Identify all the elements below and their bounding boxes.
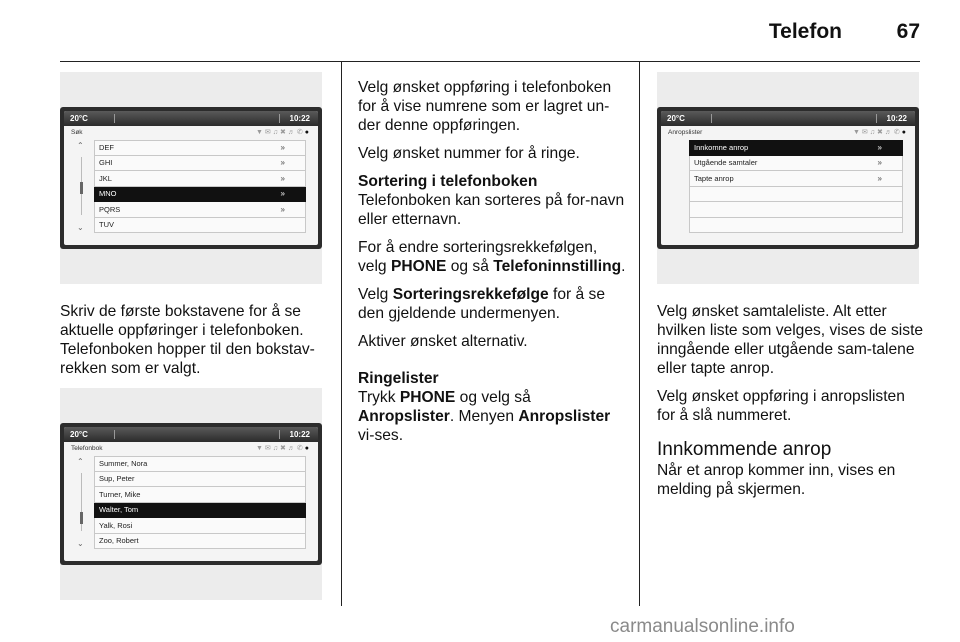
display-screen	[657, 107, 919, 249]
scrollbar[interactable]	[76, 140, 88, 233]
col2-p5: Velg Sorteringsrekkefølge for å se den gjeldende undermenyen.	[358, 286, 606, 322]
menu-list	[94, 456, 306, 549]
signal-icon: ▼	[255, 445, 265, 452]
list-item[interactable]: Zoo, Robert	[94, 534, 306, 550]
figure-telefonbok	[60, 388, 322, 600]
list-item[interactable]: Sup, Peter	[94, 472, 306, 488]
screen-subtitle: Søk ▼✉♫✖♬✆●	[71, 128, 311, 136]
bluetooth-icon: ●	[901, 129, 908, 136]
mute-icon: ✖	[280, 129, 288, 136]
col3-p1: Velg ønsket samtaleliste. Alt etter hvilken liste som velges, vises de siste inngående eller utgående sam-talene eller tapte anrop.	[657, 303, 924, 377]
column-divider-2	[639, 62, 640, 606]
list-item[interactable]: JKL »	[94, 171, 306, 187]
column-2	[358, 78, 630, 454]
list-item[interactable]	[689, 187, 903, 203]
volume-icon: ♫	[272, 445, 281, 452]
col2-p6: Aktiver ønsket alternativ.	[358, 333, 528, 350]
chevron-right-icon: »	[877, 173, 882, 183]
scroll-thumb[interactable]	[80, 512, 83, 524]
page-title: Telefon	[768, 20, 842, 43]
chevron-up-icon[interactable]: ⌃	[77, 457, 84, 466]
chevron-right-icon: »	[877, 158, 882, 168]
page-number: 67	[896, 20, 920, 43]
chevron-right-icon: »	[280, 204, 285, 214]
mute-icon: ✖	[280, 445, 288, 452]
ringelister-heading: Ringelister	[358, 370, 439, 387]
col3-p3: Når et anrop kommer inn, vises en melding på skjermen.	[657, 462, 896, 498]
temperature: 20°C	[667, 114, 685, 123]
display-screen	[60, 107, 322, 249]
list-item[interactable]	[689, 202, 903, 218]
status-bar	[64, 427, 318, 442]
column-divider-1	[341, 62, 342, 606]
menu-list	[689, 140, 903, 233]
scroll-thumb[interactable]	[80, 182, 83, 194]
sound-icon: ♬	[287, 129, 297, 136]
temperature: 20°C	[70, 430, 88, 439]
phone-icon: ✆	[296, 129, 305, 136]
list-item[interactable]: Walter, Tom	[94, 503, 306, 519]
list-item[interactable]: GHI »	[94, 156, 306, 172]
scrollbar[interactable]	[76, 456, 88, 549]
col2-p2: Velg ønsket nummer for å ringe.	[358, 145, 580, 162]
signal-icon: ▼	[255, 129, 265, 136]
page-header	[0, 0, 960, 62]
phone-icon: ✆	[296, 445, 305, 452]
col2-p4: For å endre sorteringsrekkefølgen, velg PHONE og så Telefoninnstilling.	[358, 239, 626, 275]
chevron-down-icon[interactable]: ⌄	[77, 539, 84, 548]
screen-subtitle: Telefonbok ▼✉♫✖♬✆●	[71, 444, 311, 452]
display-screen	[60, 423, 322, 565]
chevron-up-icon[interactable]: ⌃	[77, 141, 84, 150]
list-item[interactable]: Innkomne anrop »	[689, 140, 903, 156]
status-bar	[661, 111, 915, 126]
column-1	[60, 302, 328, 387]
chevron-right-icon: »	[280, 173, 285, 183]
list-item[interactable]: Turner, Mike	[94, 487, 306, 503]
sorting-heading: Sortering i telefonboken	[358, 173, 538, 190]
status-bar	[64, 111, 318, 126]
header-rule	[60, 61, 920, 62]
list-item[interactable]	[689, 218, 903, 234]
signal-icon: ▼	[852, 129, 862, 136]
column-3	[657, 302, 927, 508]
phone-icon: ✆	[893, 129, 902, 136]
screen-subtitle: Anropslister ▼✉♫✖♬✆●	[668, 128, 908, 136]
chevron-right-icon: »	[280, 158, 285, 168]
figure-sok	[60, 72, 322, 284]
status-icons	[256, 128, 311, 136]
status-icons	[256, 444, 311, 452]
clock: 10:22	[289, 430, 310, 439]
list-item[interactable]: MNO »	[94, 187, 306, 203]
list-item[interactable]: Yalk, Rosi	[94, 518, 306, 534]
status-icons	[853, 128, 908, 136]
col3-p2: Velg ønsket oppføring i anropslisten for å slå nummeret.	[657, 388, 905, 424]
bluetooth-icon: ●	[304, 445, 311, 452]
list-item[interactable]: DEF »	[94, 140, 306, 156]
message-icon: ✉	[264, 129, 273, 136]
figure-anropslister	[657, 72, 919, 284]
col2-p1: Velg ønsket oppføring i telefonboken for å vise numrene som er lagret un-der denne oppføringen.	[358, 79, 612, 134]
volume-icon: ♫	[272, 129, 281, 136]
list-item[interactable]: PQRS »	[94, 202, 306, 218]
volume-icon: ♫	[869, 129, 878, 136]
message-icon: ✉	[264, 445, 273, 452]
sound-icon: ♬	[287, 445, 297, 452]
chevron-right-icon: »	[280, 143, 285, 153]
list-item[interactable]: TUV	[94, 218, 306, 234]
bluetooth-icon: ●	[304, 129, 311, 136]
sound-icon: ♬	[884, 129, 894, 136]
col1-paragraph: Skriv de første bokstavene for å se aktuelle oppføringer i telefonboken. Telefonboken hopper til den bokstav-rekken som er valgt.	[60, 303, 315, 377]
list-item[interactable]: Tapte anrop »	[689, 171, 903, 187]
message-icon: ✉	[861, 129, 870, 136]
mute-icon: ✖	[877, 129, 885, 136]
chevron-right-icon: »	[877, 143, 882, 153]
temperature: 20°C	[70, 114, 88, 123]
watermark: carmanualsonline.info	[610, 616, 795, 637]
col2-p3: Telefonboken kan sorteres på for-navn eller etternavn.	[358, 192, 625, 228]
list-item[interactable]: Summer, Nora	[94, 456, 306, 472]
list-item[interactable]: Utgående samtaler »	[689, 156, 903, 172]
clock: 10:22	[289, 114, 310, 123]
chevron-down-icon[interactable]: ⌄	[77, 223, 84, 232]
clock: 10:22	[886, 114, 907, 123]
menu-list	[94, 140, 306, 233]
col2-p7: Trykk PHONE og velg så Anropslister. Menyen Anropslister vi-ses.	[358, 389, 611, 444]
chevron-right-icon: »	[280, 189, 285, 199]
incoming-call-heading: Innkommende anrop	[657, 439, 832, 460]
